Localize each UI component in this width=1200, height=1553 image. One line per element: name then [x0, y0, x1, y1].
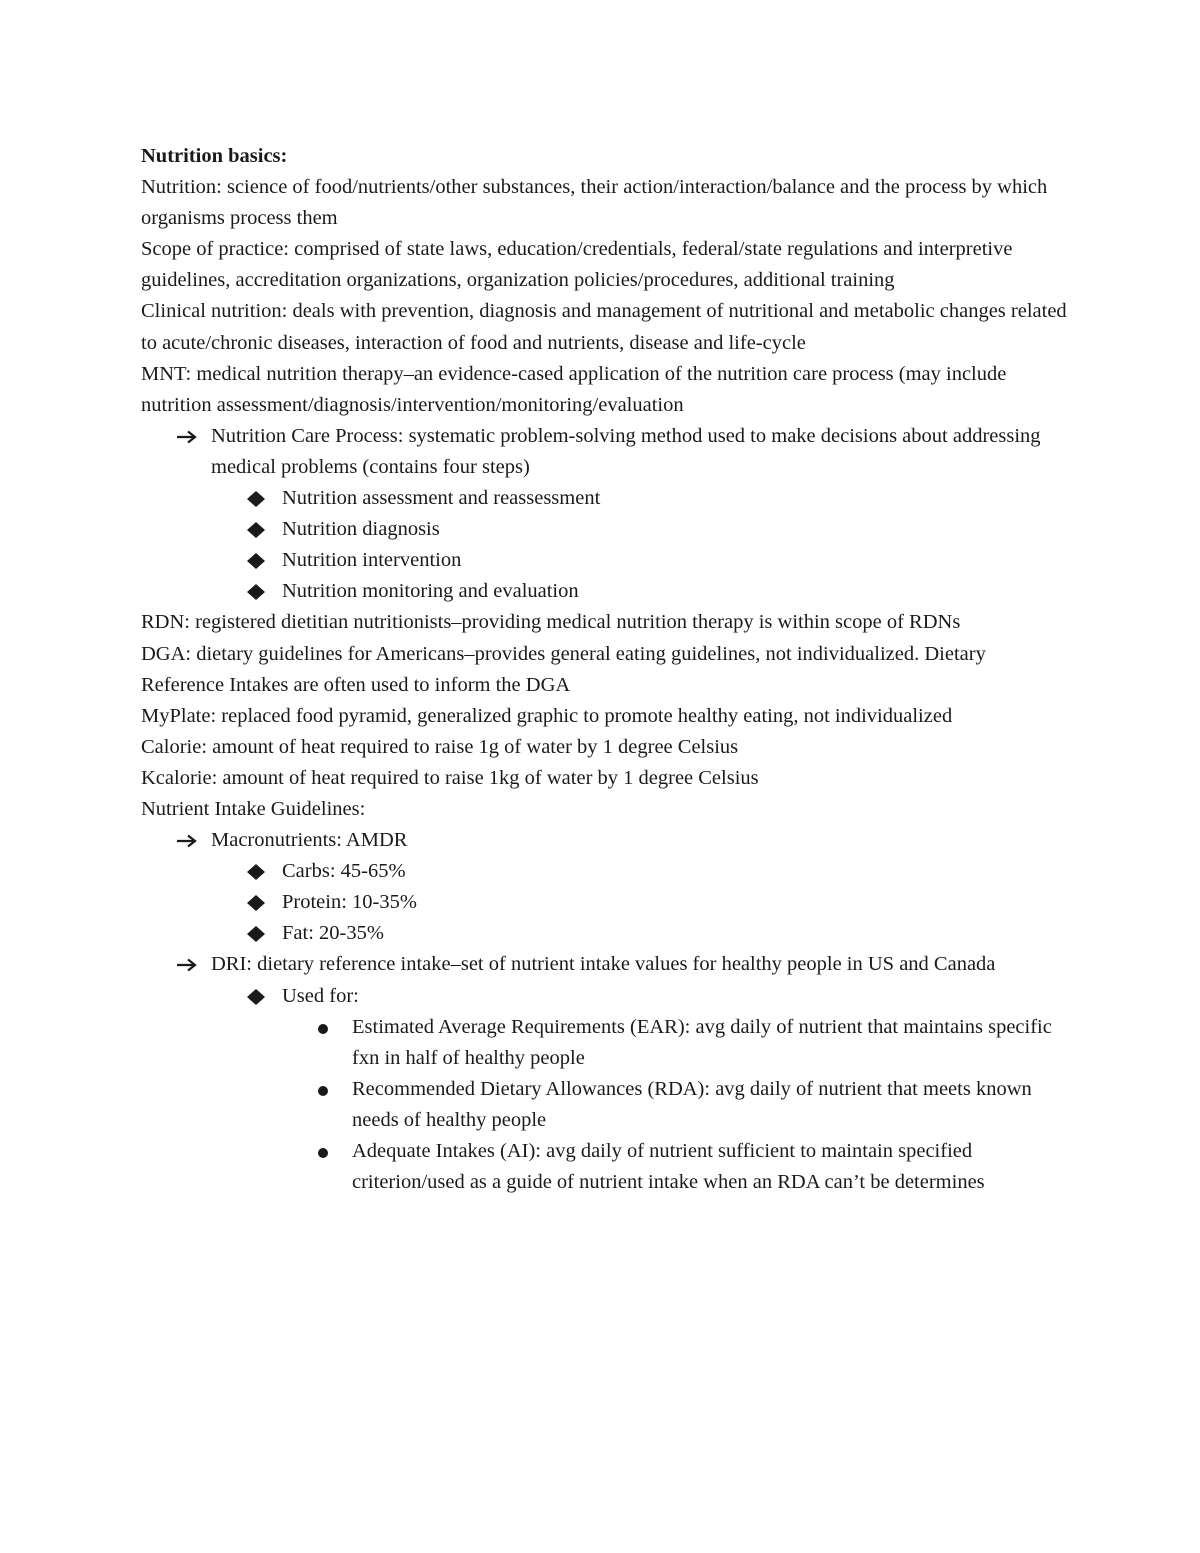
- diamond-bullet-icon: [247, 856, 273, 880]
- macro-label: Macronutrients: AMDR: [211, 829, 408, 852]
- dri-use-text: Recommended Dietary Allowances (RDA): avg daily of nutrient that meets known needs of healthy people: [352, 1077, 1032, 1131]
- diamond-bullet-icon: [247, 887, 273, 911]
- used-for-label: Used for:: [282, 984, 359, 1007]
- ncp-label: Nutrition Care Process: systematic problem-solving method used to make decisions about addressing medical problems (contains four steps): [211, 424, 1041, 478]
- list-item-macro: [141, 856, 1071, 887]
- list-item-ncp-step: [141, 514, 1071, 545]
- list-item-ncp-step: [141, 545, 1071, 576]
- list-item-ncp: [141, 421, 1071, 483]
- diamond-bullet-icon: [247, 576, 273, 600]
- diamond-bullet-icon: [247, 483, 273, 507]
- definition-rdn: RDN: registered dietitian nutritionists–providing medical nutrition therapy is within scope of RDNs: [141, 611, 961, 634]
- list-item-ncp-step: [141, 576, 1071, 607]
- list-item-dri-use: [141, 1074, 1071, 1136]
- nutrient-intake-guidelines-label: Nutrient Intake Guidelines:: [141, 797, 366, 820]
- list-item-dri: [141, 949, 1071, 980]
- list-item-used-for: [141, 981, 1071, 1012]
- definition-mnt: MNT: medical nutrition therapy–an evidence-cased application of the nutrition care process (may include nutrition assessment/diagnosis/intervention/monitoring/evaluation: [141, 362, 1007, 416]
- definition-nutrition: Nutrition: science of food/nutrients/other substances, their action/interaction/balance and the process by which organisms process them: [141, 176, 1048, 230]
- diamond-bullet-icon: [247, 981, 273, 1005]
- dri-use-text: Estimated Average Requirements (EAR): avg daily of nutrient that maintains specific fxn in half of healthy people: [352, 1015, 1052, 1069]
- ncp-step-text: Nutrition diagnosis: [282, 518, 440, 541]
- definition-kcalorie: Kcalorie: amount of heat required to raise 1kg of water by 1 degree Celsius: [141, 766, 759, 789]
- macro-item-text: Carbs: 45-65%: [282, 860, 406, 883]
- arrow-bullet-icon: [176, 825, 202, 848]
- definition-myplate: MyPlate: replaced food pyramid, generalized graphic to promote healthy eating, not individualized: [141, 704, 953, 727]
- ncp-step-text: Nutrition assessment and reassessment: [282, 487, 601, 510]
- list-item-dri-use: [141, 1136, 1071, 1198]
- document-page: [141, 141, 1071, 1198]
- macro-item-text: Fat: 20-35%: [282, 922, 384, 945]
- section-heading: Nutrition basics:: [141, 145, 288, 167]
- definition-scope-of-practice: Scope of practice: comprised of state laws, education/credentials, federal/state regulations and interpretive guidelines, accreditation organizations, organization policies/procedures, additional training: [141, 238, 1013, 292]
- dri-label: DRI: dietary reference intake–set of nutrient intake values for healthy people in US and Canada: [211, 953, 996, 976]
- list-item-macro: [141, 887, 1071, 918]
- list-item-macronutrients: [141, 825, 1071, 856]
- dri-use-text: Adequate Intakes (AI): avg daily of nutrient sufficient to maintain specified criterion/used as a guide of nutrient intake when an RDA can’t be determines: [352, 1140, 985, 1194]
- arrow-bullet-icon: [176, 949, 202, 972]
- ncp-step-text: Nutrition monitoring and evaluation: [282, 580, 579, 603]
- dot-bullet-icon: [317, 1136, 343, 1159]
- definition-clinical-nutrition: Clinical nutrition: deals with prevention, diagnosis and management of nutritional and metabolic changes related to acute/chronic diseases, interaction of food and nutrients, disease and life-cycle: [141, 300, 1067, 354]
- definition-dga: DGA: dietary guidelines for Americans–provides general eating guidelines, not individualized. Dietary Reference Intakes are often used to inform the DGA: [141, 642, 986, 696]
- list-item-dri-use: [141, 1012, 1071, 1074]
- list-item-macro: [141, 918, 1071, 949]
- list-item-ncp-step: [141, 483, 1071, 514]
- dot-bullet-icon: [317, 1012, 343, 1035]
- diamond-bullet-icon: [247, 918, 273, 942]
- dot-bullet-icon: [317, 1074, 343, 1097]
- arrow-bullet-icon: [176, 421, 202, 444]
- ncp-step-text: Nutrition intervention: [282, 549, 462, 572]
- macro-item-text: Protein: 10-35%: [282, 891, 417, 914]
- diamond-bullet-icon: [247, 514, 273, 538]
- diamond-bullet-icon: [247, 545, 273, 569]
- definition-calorie: Calorie: amount of heat required to raise 1g of water by 1 degree Celsius: [141, 735, 739, 758]
